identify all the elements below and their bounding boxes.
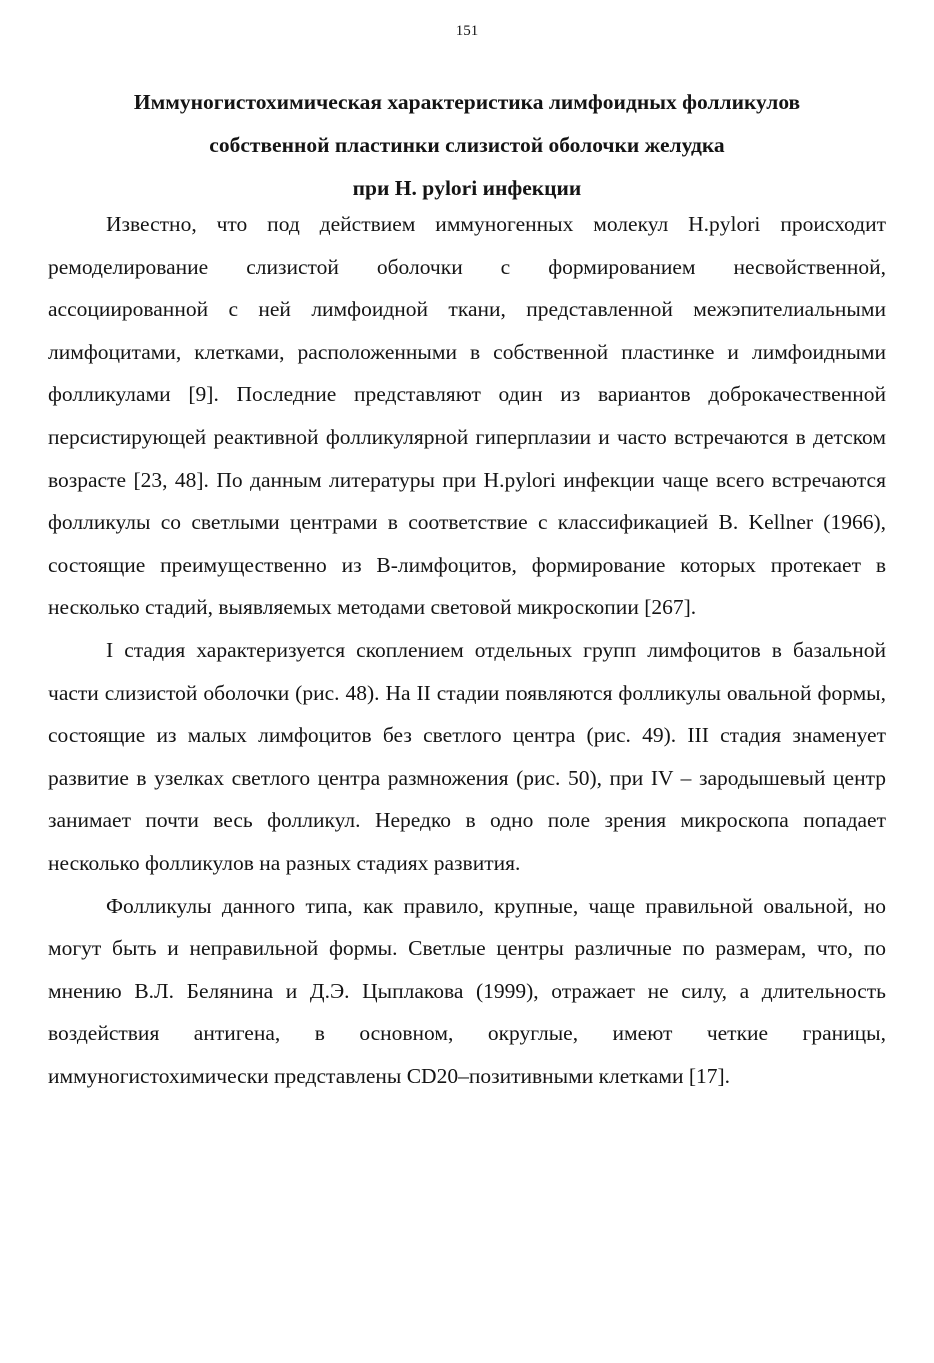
title-line-3: при H. pylori инфекции: [352, 176, 582, 200]
page-number: 151: [455, 23, 479, 39]
body-text: [48, 203, 886, 1097]
paragraph-1: Известно, что под действием иммуногенных молекул H.pylori происходит ремоделирование слизистой оболочки с формированием несвойственной, ассоциированной с ней лимфоидной ткани, представленной межэпителиальными лимфоцитами, клетками, расположенными в собственной пластинке и лимфоидными фолликулами [9]. Последние представляют один из вариантов доброкачественной персистирующей реактивной фолликулярной гиперплазии и часто встречаются в детском возрасте [23, 48]. По данным литературы при H.pylori инфекции чаще всего встречаются фолликулы со светлыми центрами в соответствие с классификацией B. Kellner (1966), состоящие преимущественно из B-лимфоцитов, формирование которых протекает в несколько стадий, выявляемых методами световой микроскопии [267].: [48, 212, 886, 620]
section-title: [40, 81, 894, 210]
title-line-2: собственной пластинки слизистой оболочки желудка: [209, 133, 725, 157]
title-line-1: Иммуногистохимическая характеристика лимфоидных фолликулов: [133, 90, 801, 114]
paragraph-3: Фолликулы данного типа, как правило, крупные, чаще правильной овальной, но могут быть и неправильной формы. Светлые центры различные по размерам, что, по мнению В.Л. Белянина и Д.Э. Цыплакова (1999), отражает не силу, а длительность воздействия антигена, в основном, округлые, имеют четкие границы, иммуногистохимически представлены CD20–позитивными клетками [17].: [48, 893, 886, 1088]
paragraph-2: I стадия характеризуется скоплением отдельных групп лимфоцитов в базальной части слизистой оболочки (рис. 48). На II стадии появляются фолликулы овальной формы, состоящие из малых лимфоцитов без светлого центра (рис. 49). III стадия знаменует развитие в узелках светлого центра размножения (рис. 50), при IV – зародышевый центр занимает почти весь фолликул. Нередко в одно поле зрения микроскопа попадает несколько фолликулов на разных стадиях развития.: [48, 637, 886, 875]
